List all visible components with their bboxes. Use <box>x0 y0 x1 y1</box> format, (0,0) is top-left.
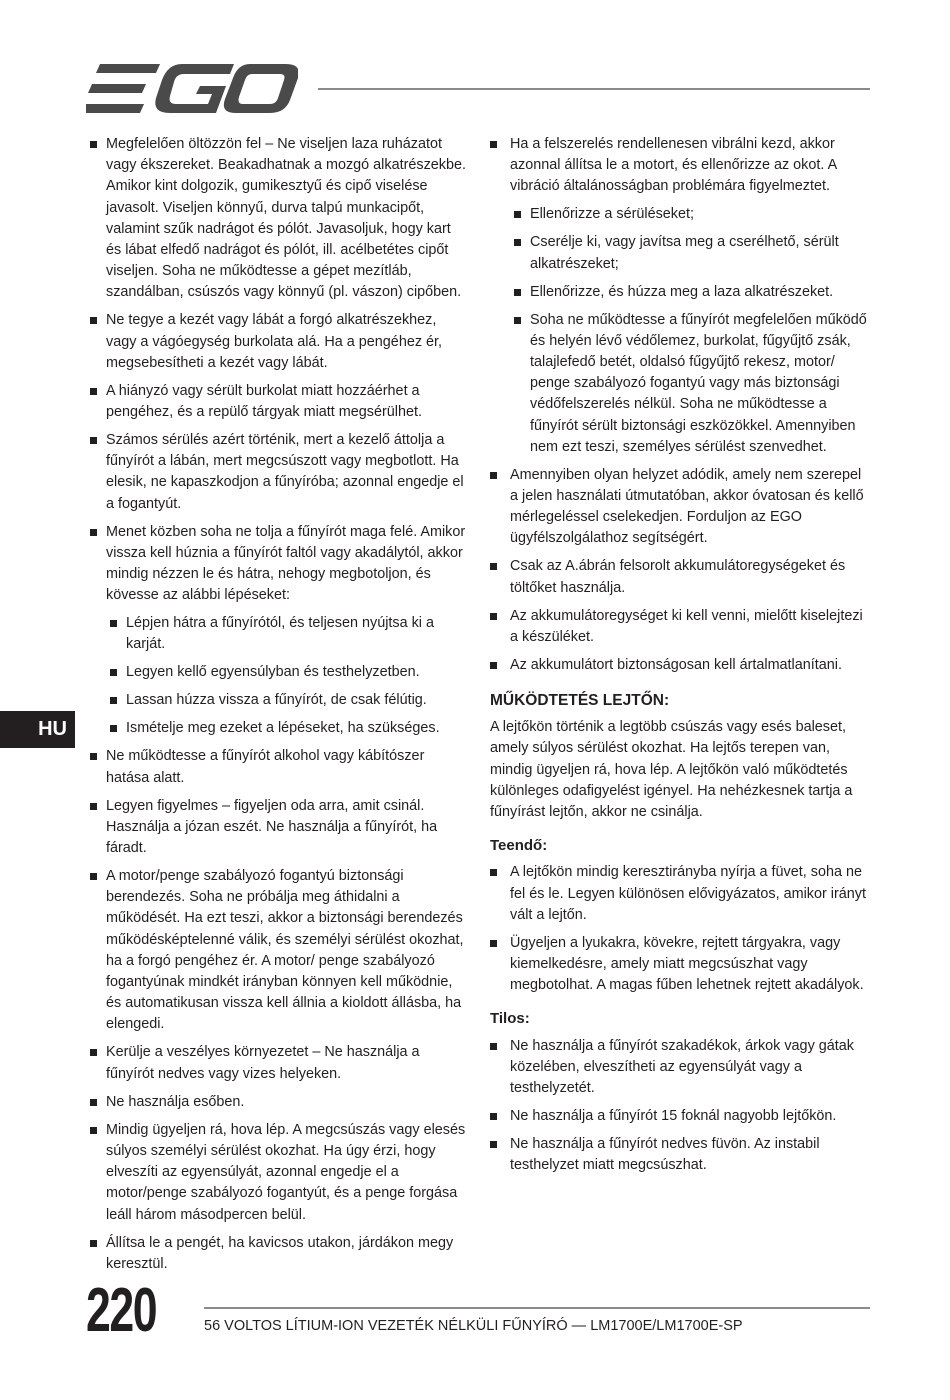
step-item: Lassan húzza vissza a fűnyírót, de csak félútig. <box>110 690 468 711</box>
step-item: Ellenőrizze, és húzza meg a laza alkatrészeket. <box>514 282 872 303</box>
safety-list-right <box>490 134 872 676</box>
list-item: Ne használja a fűnyírót szakadékok, árkok vagy gátak közelében, elveszítheti az egyensúlyát vagy a testhelyzetét. <box>490 1036 872 1100</box>
step-item: Soha ne működtesse a fűnyírót megfelelően működő és helyén lévő védőlemez, burkolat, fűgyűjtő zsák, talajlefedő betét, oldalsó fűgyűjtő rekesz, motor/ penge szabályozó fogantyú vagy más biztonsági védőfelszerelés nélkül. Soha ne működtesse a fűnyírót sérült biztonsági eszközökkel. Amennyiben nem ezt teszi, személyes sérülést szenvedhet. <box>514 310 872 458</box>
right-column <box>490 134 872 1183</box>
slopes-paragraph: A lejtőkön történik a legtöbb csúszás vagy esés baleset, amely súlyos sérülést okozhat. Ha lejtős terepen van, mindig ügyeljen rá, hova lép. A lejtőkön való működtetés különleges odafigyelést igényel. Ha nehézkesnek tartja a fűnyírást lejtőn, akkor ne csinálja. <box>490 719 853 821</box>
do-heading: Teendő: <box>490 837 548 855</box>
list-item: Legyen figyelmes – figyeljen oda arra, amit csinál. Használja a józan eszét. Ne használja a fűnyírót, ha fáradt. <box>90 796 468 860</box>
list-item <box>490 134 872 458</box>
list-item: Állítsa le a pengét, ha kavicsos utakon, járdákon megy keresztül. <box>90 1233 468 1275</box>
list-item: Amennyiben olyan helyzet adódik, amely nem szerepel a jelen használati útmutatóban, akkor óvatosan és kellő mérlegeléssel cselekedjen. Forduljon az EGO ügyfélszolgálathoz segítségért. <box>490 465 872 550</box>
list-item: Ügyeljen a lyukakra, kövekre, rejtett tárgyakra, vagy kiemelkedésre, amely miatt megcsúszhat vagy megbotolhat. A magas fűben lehetnek rejtett akadályok. <box>490 933 872 997</box>
step-item: Lépjen hátra a fűnyírótól, és teljesen nyújtsa ki a karját. <box>110 613 468 655</box>
list-item: Ne használja a fűnyírót nedves füvön. Az instabil testhelyzet miatt megcsúszhat. <box>490 1134 872 1176</box>
list-item: Kerülje a veszélyes környezetet – Ne használja a fűnyírót nedves vagy vizes helyeken. <box>90 1042 468 1084</box>
list-item: Megfelelően öltözzön fel – Ne viseljen laza ruházatot vagy ékszereket. Beakadhatnak a mozgó alkatrészekbe. Amikor kint dolgozik, gumikesztyű és cipő viselése javasolt. Viseljen könnyű, durva talpú munkacipőt, valamint szűk nadrágot és pólót. Javasoljuk, hogy kart és lábat elfedő nadrágot és pólót, ill. acélbetétes cipőt viseljen. Soha ne működtesse a gépet mezítláb, szandálban, csúszós vagy könnyű (pl. vászon) cipőben. <box>90 134 468 304</box>
do-list <box>490 862 872 996</box>
list-item: Ne használja esőben. <box>90 1092 468 1113</box>
step-item: Cserélje ki, vagy javítsa meg a cserélhető, sérült alkatrészeket; <box>514 232 872 274</box>
list-item <box>90 522 468 740</box>
step-item: Legyen kellő egyensúlyban és testhelyzetben. <box>110 662 468 683</box>
page-number: 220 <box>86 1276 157 1345</box>
steps-list <box>110 613 468 739</box>
list-item: A hiányzó vagy sérült burkolat miatt hozzáérhet a pengéhez, és a repülő tárgyak miatt megsérülhet. <box>90 381 468 423</box>
list-item-text: Ha a felszerelés rendellenesen vibrálni kezd, akkor azonnal állítsa le a motort, és ellenőrizze az okot. A vibráció általánosságban problémára figyelmeztet. <box>510 136 837 195</box>
section-heading-slopes: MŰKÖDTETÉS LEJTŐN: <box>490 692 670 710</box>
footer-rule <box>204 1307 870 1309</box>
dont-heading: Tilos: <box>490 1010 530 1028</box>
dont-list <box>490 1036 872 1177</box>
list-item: Ne használja a fűnyírót 15 foknál nagyobb lejtőkön. <box>490 1106 872 1127</box>
ego-logo <box>86 64 298 114</box>
list-item-text: Menet közben soha ne tolja a fűnyírót maga felé. Amikor vissza kell húznia a fűnyírót faltól vagy akadálytól, akkor mindig nézzen le és hátra, nehogy megbotoljon, és kövesse az alábbi lépéseket: <box>106 523 466 604</box>
step-item: Ellenőrizze a sérüléseket; <box>514 204 872 225</box>
header-rule <box>318 88 870 90</box>
left-column <box>90 134 468 1282</box>
list-item: A motor/penge szabályozó fogantyú biztonsági berendezés. Soha ne próbálja meg áthidalni a működését. Ha ezt teszi, akkor a biztonsági berendezés működésképtelenné válik, és személyi sérülést okozhat, ha a forgó pengéhez ér. A motor/ penge szabályozó fogantyúnak mindkét irányban könnyen kell működnie, és automatikusan vissza kell állnia a kioldott állásba, ha elengedi. <box>90 866 468 1036</box>
list-item: Számos sérülés azért történik, mert a kezelő áttolja a fűnyírót a lábán, mert megcsúszott vagy megbotlott. Ha elesik, ne kapaszkodjon a fűnyíróba; azonnal engedje el a fogantyút. <box>90 430 468 515</box>
language-tab-hu: HU <box>0 711 75 748</box>
list-item: Mindig ügyeljen rá, hova lép. A megcsúszás vagy elesés súlyos személyi sérülést okozhat. Ha úgy érzi, hogy elveszíti az egyensúlyát, azonnal engedje el a motor/penge szabályozó fogantyút, és a penge forgása leáll három másodpercen belül. <box>90 1120 468 1226</box>
footer-title: 56 VOLTOS LÍTIUM-ION VEZETÉK NÉLKÜLI FŰNYÍRÓ — LM1700E/LM1700E-SP <box>204 1318 743 1334</box>
list-item: Az akkumulátort biztonságosan kell ártalmatlanítani. <box>490 655 872 676</box>
step-item: Ismételje meg ezeket a lépéseket, ha szükséges. <box>110 718 468 739</box>
safety-list-left <box>90 134 468 1275</box>
list-item: Csak az A.ábrán felsorolt akkumulátoregységeket és töltőket használja. <box>490 556 872 598</box>
list-item: Ne tegye a kezét vagy lábát a forgó alkatrészekhez, vagy a vágóegység burkolata alá. Ha a pengéhez ér, megsebesítheti a kezét vagy lábát. <box>90 310 468 374</box>
vibration-steps-list <box>514 204 872 458</box>
list-item: Az akkumulátoregységet ki kell venni, mielőtt kiselejtezi a készüléket. <box>490 606 872 648</box>
list-item: Ne működtesse a fűnyírót alkohol vagy kábítószer hatása alatt. <box>90 746 468 788</box>
list-item: A lejtőkön mindig keresztirányba nyírja a füvet, soha ne fel és le. Legyen különösen elővigyázatos, amikor irányt vált a lejtőn. <box>490 862 872 926</box>
